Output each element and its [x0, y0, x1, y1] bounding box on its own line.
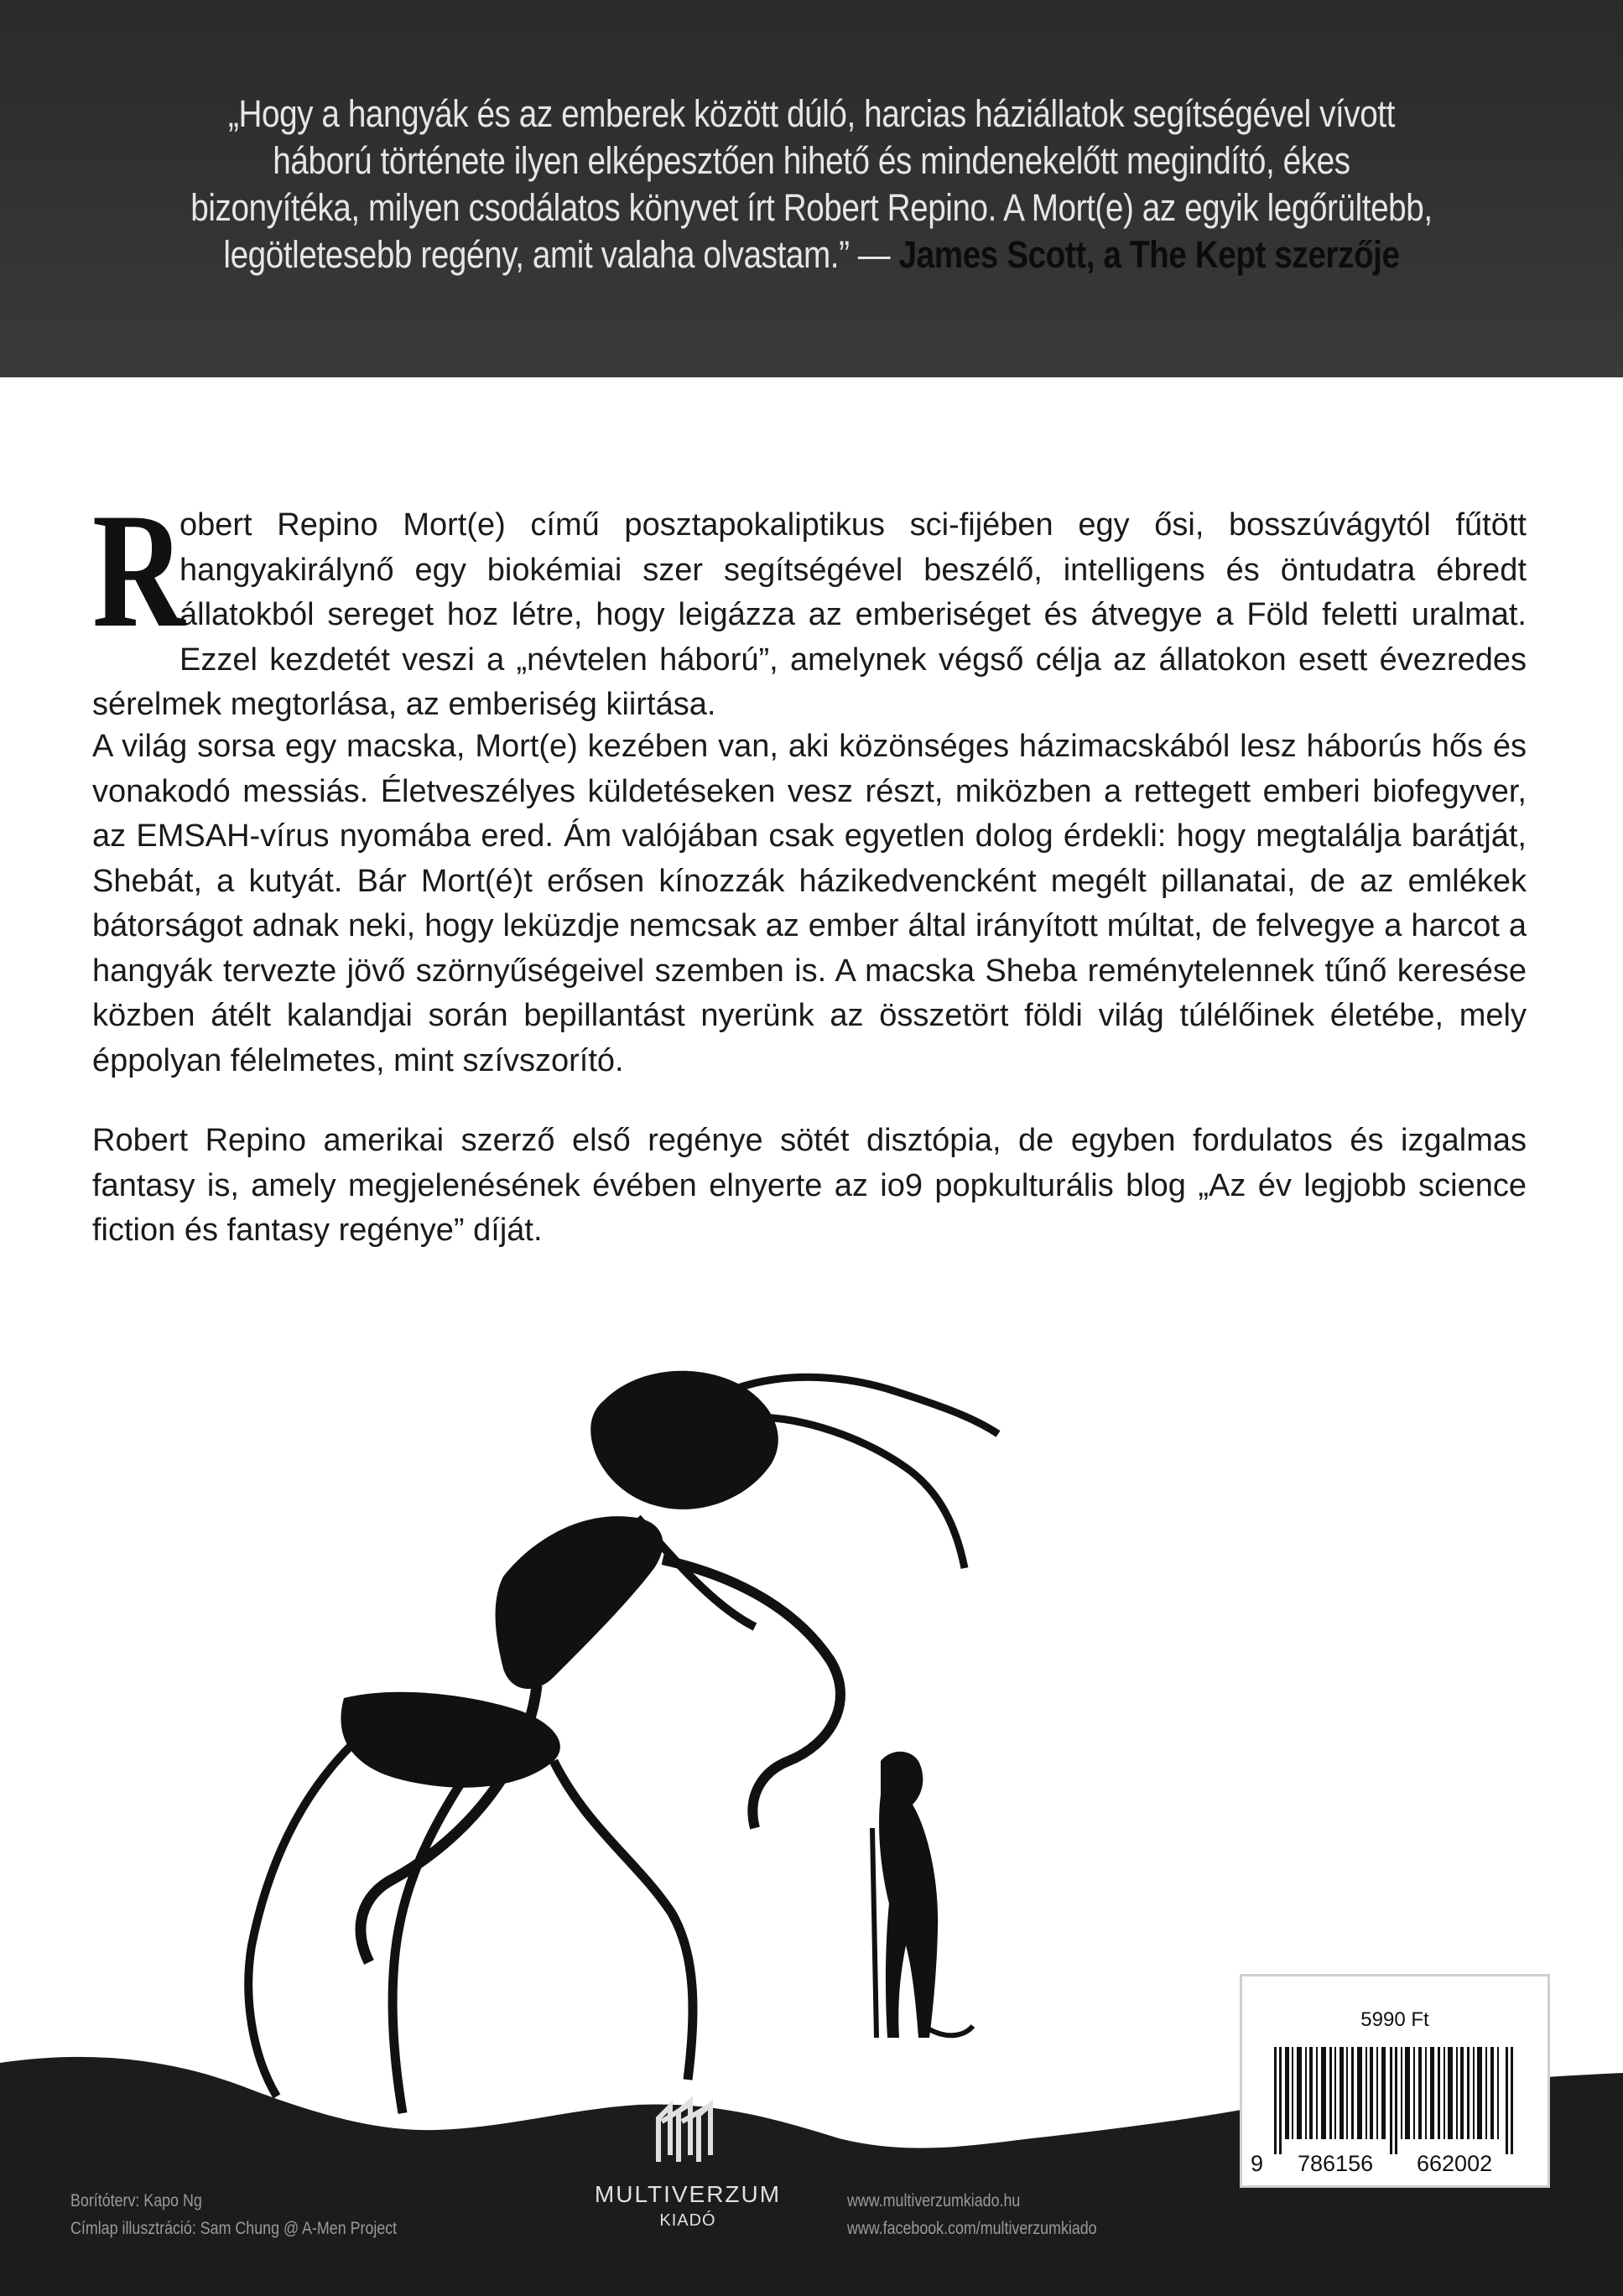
publisher-sub: KIADÓ	[659, 2211, 716, 2230]
credits	[70, 2187, 397, 2242]
blurb-paragraph-1	[92, 480, 1527, 728]
cat-silhouette	[872, 1752, 973, 2038]
barcode-panel	[1240, 1974, 1550, 2188]
endorsement-quote	[185, 91, 1437, 278]
credit-cover-design: Borítóterv: Kapo Ng	[70, 2191, 202, 2210]
quote-dash: —	[849, 233, 891, 276]
blurb-paragraph-2: A világ sorsa egy macska, Mort(e) kezében van, aki közönséges házimacskából lesz háborús hős és vonakodó messiás. Életveszélyes küldetéseken vesz részt, miközben a rettegett emberi biofegyver, az EMSAH-vírus nyomába ered. Ám valójában csak egyetlen dolog érdekli: hogy megtalálja barátját, Shebát, a kutyát. Bár Mort(é)t erősen kínozzák házikedvencként megélt pillanatai, de az emlékek bátorságot adnak neki, hogy leküzdje nemcsak az ember által irányított múltat, de felvegye a harcot a hangyák tervezte jövő szörnyűségeivel szemben is. A macska Sheba reménytelennek tűnő keresése közben átélt kalandjai során bepillantást nyerünk az összetört földi világ túlélőinek életébe, mely éppolyan félelmetes, mint szívszorító.	[92, 729, 1527, 1078]
publisher-name: MULTIVERZUM	[594, 2181, 782, 2207]
publisher-logo	[579, 2096, 797, 2231]
blurb-p1-text: obert Repino Mort(e) című posztapokaliptikus sci-fijében egy ősi, bosszúvágytól fűtött hangyakirálynő egy biokémiai szer segítségével beszélő, intelligens és öntudatra ébredt állatokból sereget hoz létre, hogy leigázza az emberiséget és átvegye a Föld feletti uralmat. Ezzel kezdetét veszi a „névtelen háború”, amelynek végső célja az állatokon esett évezredes sérelmek megtorlása, az emberiség kiirtása.	[92, 507, 1527, 722]
quote-attribution: James Scott, a The Kept szerzője	[898, 233, 1400, 276]
credit-illustration: Címlap illusztráció: Sam Chung @ A-Men Project	[70, 2219, 398, 2238]
quote-text: „Hogy a hangyák és az emberek között dúló, harcias háziállatok segítségével vívott háború története ilyen elképesztően hihető és mindenekelőtt megindító, ékes bizonyítéka, milyen csodálatos könyvet írt Robert Repino. A Mort(e) az egyik legőrültebb, legötletesebb regény, amit valaha olvastam.”	[190, 92, 1433, 276]
price-label: 5990 Ft	[1360, 2008, 1429, 2031]
isbn-barcode	[1274, 2047, 1517, 2154]
website-link[interactable]: www.multiverzumkiado.hu	[847, 2191, 1021, 2210]
isbn-left-group: 786156	[1298, 2151, 1374, 2176]
publisher-links	[847, 2187, 1097, 2242]
multiverzum-logo-icon	[650, 2096, 726, 2167]
ant-silhouette	[248, 1371, 998, 2113]
isbn-lead-digit: 9	[1251, 2151, 1264, 2176]
facebook-link[interactable]: www.facebook.com/multiverzumkiado	[847, 2219, 1097, 2238]
blurb-paragraph-3: Robert Repino amerikai szerző első regénye sötét disztópia, de egyben fordulatos és izgalmas fantasy is, amely megjelenésének évében elnyerte az io9 popkulturális blog „Az év legjobb science fiction és fantasy regénye” díját.	[92, 1123, 1527, 1248]
isbn-right-group: 662002	[1417, 2151, 1493, 2176]
drop-cap: R	[92, 480, 185, 662]
